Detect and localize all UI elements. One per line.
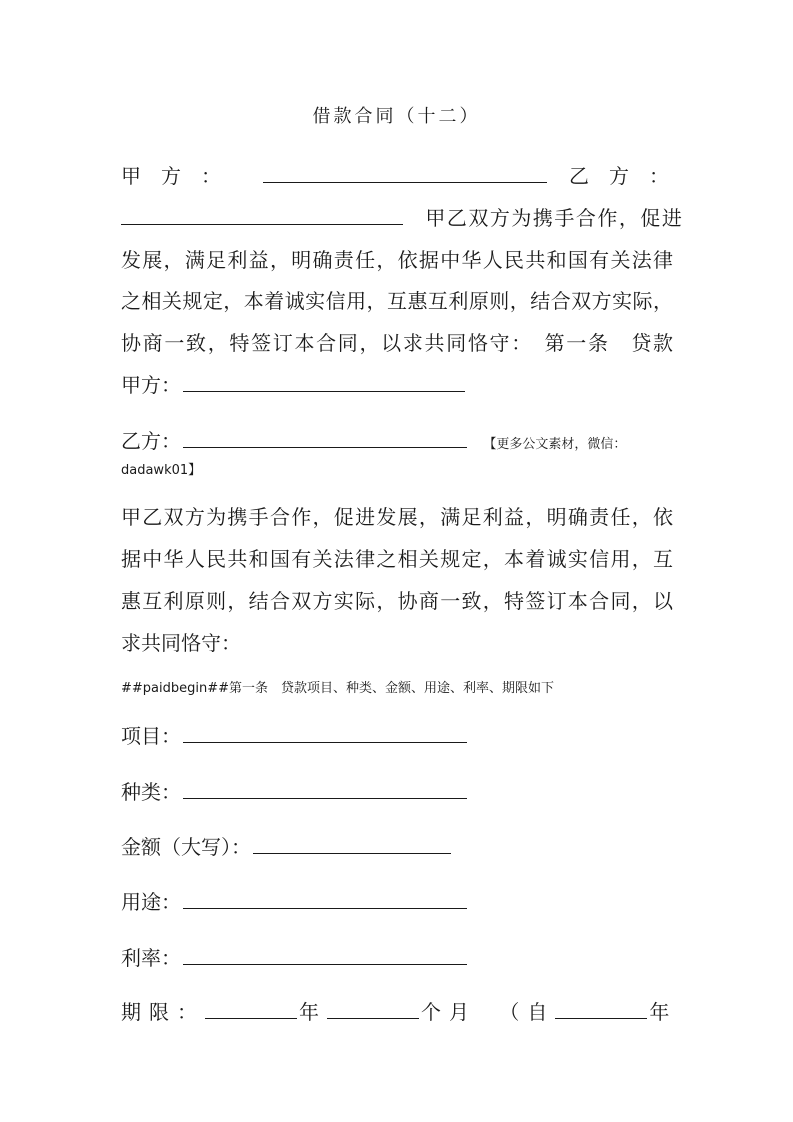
field-type-label: 种类： bbox=[121, 780, 181, 804]
term-year-unit: 年 bbox=[299, 1000, 327, 1024]
document-title: 借款合同（十二） bbox=[312, 106, 481, 127]
party-line-1 bbox=[121, 160, 673, 189]
field-rate-blank[interactable] bbox=[183, 946, 467, 965]
intro-line-3: 之相关规定，本着诚实信用，互惠互利原则，结合双方实际， bbox=[121, 289, 673, 313]
field-type-blank[interactable] bbox=[183, 780, 467, 799]
party-a-label-spaced: 甲 方 ： bbox=[121, 164, 221, 188]
field-usage-blank[interactable] bbox=[183, 890, 467, 909]
intro-line-2: 发展，满足利益，明确责任，依据中华人民共和国有关法律 bbox=[121, 248, 673, 272]
term-years-blank[interactable] bbox=[205, 1000, 297, 1019]
paragraph-line-1: 甲乙双方为携手合作，促进发展，满足利益，明确责任，依 bbox=[121, 505, 673, 529]
field-rate-row bbox=[121, 942, 673, 971]
party-a-label: 甲方： bbox=[121, 373, 181, 397]
party-b-blank[interactable] bbox=[121, 206, 403, 225]
field-usage-row bbox=[121, 886, 673, 915]
field-project-row bbox=[121, 720, 673, 749]
paragraph-line-3: 惠互利原则，结合双方实际，协商一致，特签订本合同，以 bbox=[121, 589, 673, 613]
field-amount-label: 金额（大写）： bbox=[121, 835, 251, 859]
term-row bbox=[121, 996, 678, 1025]
paragraph-line-2: 据中华人民共和国有关法律之相关规定，本着诚实信用，互 bbox=[121, 547, 673, 571]
party-b-label: 乙方： bbox=[121, 429, 181, 453]
article-1-heading: ##paidbegin##第一条 贷款项目、种类、金额、用途、利率、期限如下 bbox=[121, 681, 555, 696]
term-month-unit: 个月 bbox=[421, 1000, 477, 1024]
term-months-blank[interactable] bbox=[327, 1000, 419, 1019]
party-b-label-spaced: 乙 方 ： bbox=[569, 164, 669, 188]
paragraph-line-4: 求共同恪守： bbox=[121, 631, 241, 655]
field-project-blank[interactable] bbox=[183, 724, 467, 743]
field-project-label: 项目： bbox=[121, 724, 181, 748]
term-label: 期限： bbox=[121, 1000, 205, 1024]
field-type-row bbox=[121, 776, 673, 805]
party-a-line bbox=[121, 369, 673, 398]
field-amount-row bbox=[121, 831, 673, 860]
term-year-unit-2: 年 bbox=[649, 1000, 678, 1024]
party-b-line-blank[interactable] bbox=[183, 429, 467, 448]
party-b-line bbox=[121, 425, 673, 454]
party-a-line-blank[interactable] bbox=[183, 373, 465, 392]
field-usage-label: 用途： bbox=[121, 890, 181, 914]
party-a-blank[interactable] bbox=[263, 164, 547, 183]
intro-tail: 甲乙双方为携手合作，促进 bbox=[425, 206, 684, 230]
field-amount-blank[interactable] bbox=[253, 835, 451, 854]
ad-text-line-2: dadawk01】 bbox=[121, 463, 202, 478]
intro-line-4: 协商一致，特签订本合同，以求共同恪守： 第一条 贷款 bbox=[121, 331, 673, 355]
term-from-label: （自 bbox=[499, 1000, 556, 1024]
field-rate-label: 利率： bbox=[121, 946, 181, 970]
term-from-year-blank[interactable] bbox=[555, 1000, 647, 1019]
ad-text: 【更多公文素材，微信： bbox=[483, 437, 627, 452]
intro-line-1 bbox=[121, 202, 684, 231]
